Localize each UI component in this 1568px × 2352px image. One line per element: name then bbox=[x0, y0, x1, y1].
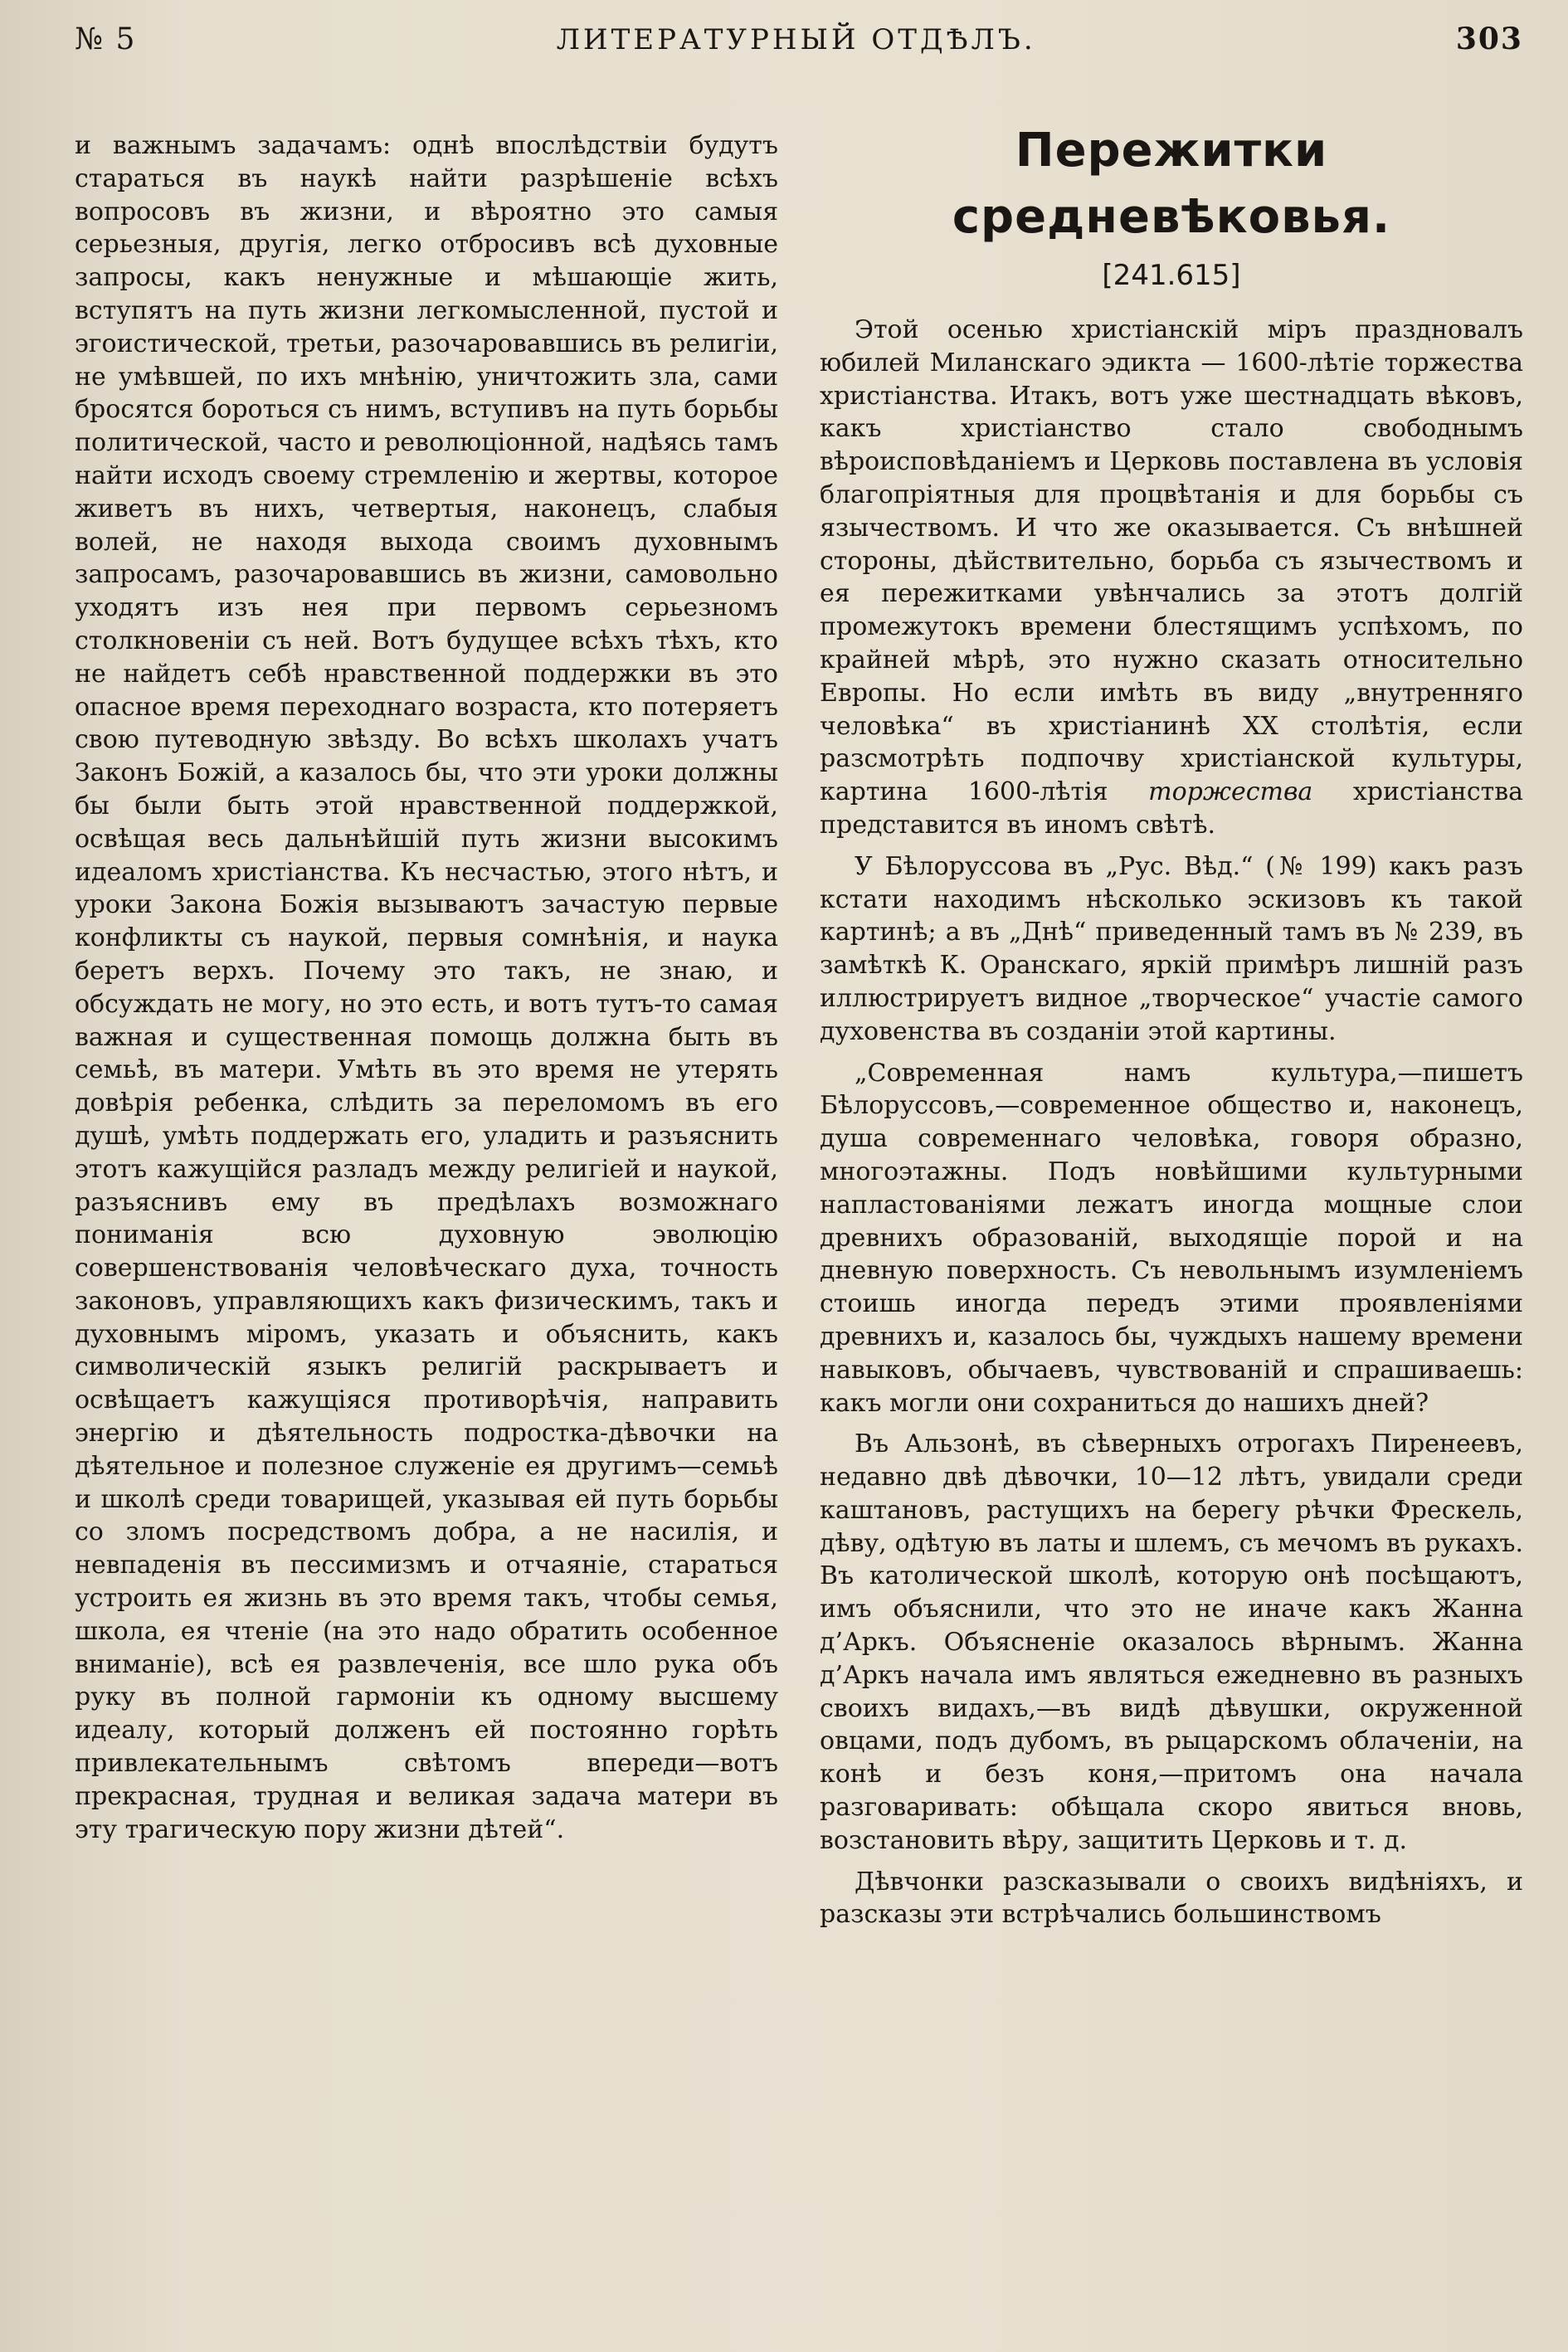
paragraph-text: „Современная намъ культура,—пишетъ Бѣлоруссовъ,—современное общество и, наконецъ, душа современнаго человѣка, говоря образно, многоэтажны. Подъ новѣйшими культурными напластованіями лежатъ иногда мощные слои древнихъ образованій, выходящіе порой и на дневную поверхность. Съ невольнымъ изумленіемъ стоишь иногда передъ этими проявленіями древнихъ и, казалось бы, чуждыхъ нашему времени навыковъ, обычаевъ, чувствованій и спрашиваешь: какъ могли они сохраниться до нашихъ дней? bbox=[820, 1058, 1523, 1418]
paragraph-text: Въ Альзонѣ, въ сѣверныхъ отрогахъ Пиренеевъ, недавно двѣ дѣвочки, 10—12 лѣтъ, увидали среди каштановъ, растущихъ на берегу рѣчки Фрескель, дѣву, одѣтую въ латы и шлемъ, съ мечомъ въ рукахъ. Въ католической школѣ, которую онѣ посѣщаютъ, имъ объяснили, что это не иначе какъ Жанна д’Аркъ. Объясненіе оказалось вѣрнымъ. Жанна д’Аркъ начала имъ являться ежедневно въ разныхъ своихъ видахъ,—въ видѣ дѣвушки, окруженной овцами, подъ дубомъ, въ рыцарскомъ облаченіи, на конѣ и безъ коня,—притомъ она начала разговаривать: обѣщала скоро явиться вновь, возстановить вѣру, защитить Церковь и т. д. bbox=[820, 1429, 1523, 1855]
paragraph-text: У Бѣлоруссова въ „Рус. Вѣд.“ (№ 199) какъ разъ кстати находимъ нѣсколько эскизовъ къ такой картинѣ; а въ „Днѣ“ приведенный тамъ въ № 239, въ замѣткѣ К. Оранскаго, яркій примѣръ лишній разъ иллюстрируетъ видное „творческое“ участіе самого духовенства въ созданіи этой картины. bbox=[820, 851, 1523, 1046]
italic-word: торжества bbox=[1148, 777, 1313, 807]
text-columns bbox=[75, 124, 1523, 1931]
paragraph-text: Этой осенью христіанскій міръ праздновалъ юбилей Миланскаго эдикта — 1600-лѣтіе торжества христіанства. Итакъ, вотъ уже шестнадцать вѣковъ, какъ христіанство стало свободнымъ вѣроисповѣданіемъ и Церковь поставлена въ условія благопріятныя для процвѣтанія и для борьбы съ язычествомъ. И что же оказывается. Съ внѣшней стороны, дѣйствительно, борьба съ язычествомъ и ея пережитками увѣнчались за этотъ долгій промежутокъ времени блестящимъ успѣхомъ, по крайней мѣрѣ, это нужно сказать относительно Европы. Но если имѣть въ виду „внутренняго человѣка“ въ христіанинѣ XX столѣтія, если разсмотрѣть подпочву христіанской культуры, картина 1600-лѣтія bbox=[820, 315, 1523, 807]
paragraph-text: Дѣвчонки разсказывали о своихъ видѣніяхъ, и разсказы эти встрѣчались большинствомъ bbox=[820, 1867, 1523, 1930]
right-paragraph bbox=[820, 850, 1523, 1049]
issue-number: № 5 bbox=[75, 22, 137, 56]
right-paragraph bbox=[820, 1057, 1523, 1420]
article-number: [241.615] bbox=[1102, 259, 1241, 292]
right-column bbox=[820, 124, 1523, 1931]
running-header bbox=[75, 22, 1523, 81]
right-paragraph bbox=[820, 314, 1523, 842]
right-paragraph bbox=[820, 1866, 1523, 1932]
page-number: 303 bbox=[1455, 22, 1523, 56]
section-title: ЛИТЕРАТУРНЫЙ ОТДѢЛЪ. bbox=[556, 23, 1036, 56]
left-column bbox=[75, 129, 778, 1931]
article-title: Пережитки средневѣковья. bbox=[952, 124, 1391, 244]
left-paragraph: и важнымъ задачамъ: однѣ впослѣдствіи будутъ стараться въ наукѣ найти разрѣшеніе всѣхъ вопросовъ въ жизни, и вѣроятно это самыя серьезныя, другія, легко отбросивъ всѣ духовные запросы, какъ ненужные и мѣшающіе жить, вступятъ на путь жизни легкомысленной, пустой и эгоистической, третьи, разочаровавшись въ религіи, не умѣвшей, по ихъ мнѣнію, уничтожить зла, сами бросятся бороться съ нимъ, вступивъ на путь борьбы политической, часто и революціонной, надѣясь тамъ найти исходъ своему стремленію и жертвы, которое живетъ въ нихъ, четвертыя, наконецъ, слабыя волей, не находя выхода своимъ духовнымъ запросамъ, разочаровавшись въ жизни, самовольно уходятъ изъ нея при первомъ серьезномъ столкновеніи съ ней. Вотъ будущее всѣхъ тѣхъ, кто не найдетъ себѣ нравственной поддержки въ это опасное время переходнаго возраста, кто потеряетъ свою путеводную звѣзду. Во всѣхъ школахъ учатъ Законъ Божій, а казалось бы, что эти уроки должны бы были быть этой нравственной поддержкой, освѣщая весь дальнѣйшій путь жизни высокимъ идеаломъ христіанства. Къ несчастью, этого нѣтъ, и уроки Закона Божія вызываютъ зачастую первые конфликты съ наукой, первыя сомнѣнія, и наука беретъ верхъ. Почему это такъ, не знаю, и обсуждать не могу, но это есть, и вотъ тутъ-то самая важная и существенная помощь должна быть въ семьѣ, въ матери. Умѣть въ это время не утерять довѣрія ребенка, слѣдить за переломомъ въ его душѣ, умѣть поддержать его, уладить и разъяснить этотъ кажущійся разладъ между религіей и наукой, разъяснивъ ему въ предѣлахъ возможнаго пониманія всю духовную эволюцію совершенствованія человѣческаго духа, точность законовъ, управляющихъ какъ физическимъ, такъ и духовнымъ міромъ, указать и объяснить, какъ символическій языкъ религій раскрываетъ и освѣщаетъ кажущіяся противорѣчія, направить энергію и дѣятельность подростка-дѣвочки на дѣятельное и полезное служеніе ея другимъ—семьѣ и школѣ среди товарищей, указывая ей путь борьбы со зломъ посредствомъ добра, а не насилія, и невпаденія въ пессимизмъ и отчаяніе, стараться устроить ея жизнь въ это время такъ, чтобы семья, школа, ея чтеніе (на это надо обратить особенное вниманіе), всѣ ея развлеченія, все шло рука объ руку въ полной гармоніи къ одному высшему идеалу, который долженъ ей постоянно горѣть привлекательнымъ свѣтомъ впереди—вотъ прекрасная, трудная и великая задача матери въ эту трагическую пору жизни дѣтей“. bbox=[75, 131, 778, 1844]
paragraph-text-end: христіанства представится въ иномъ свѣтѣ. bbox=[820, 777, 1523, 840]
right-paragraph bbox=[820, 1428, 1523, 1857]
